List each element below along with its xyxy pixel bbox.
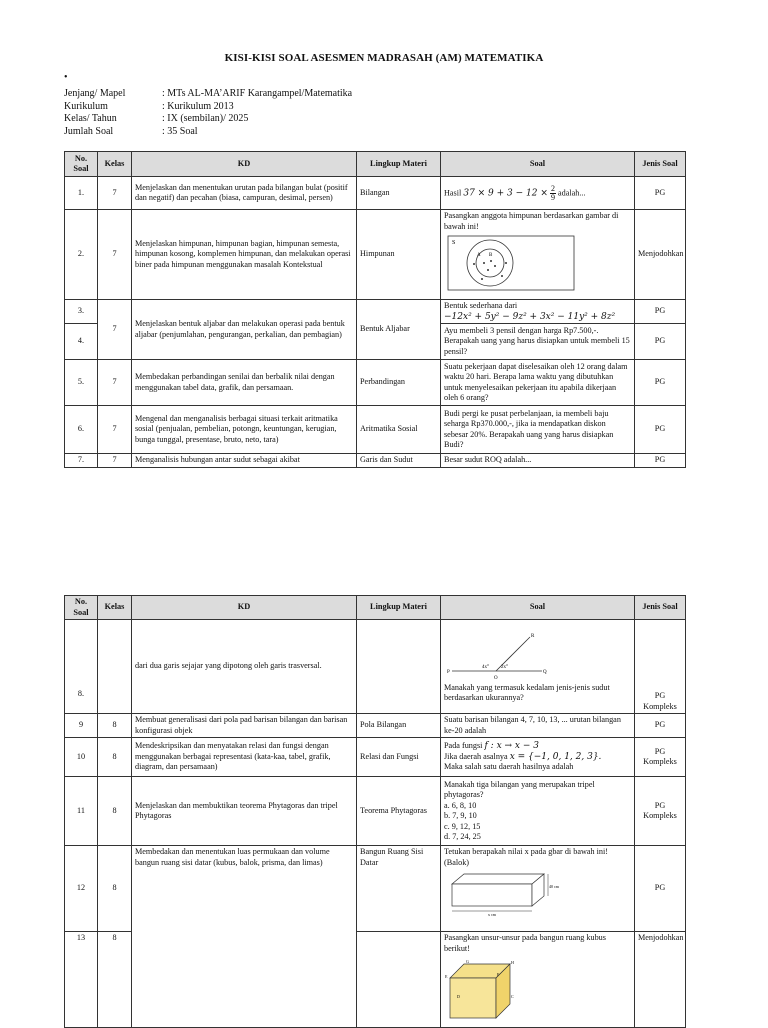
header-no: No. Soal	[65, 596, 98, 620]
svg-text:C: C	[511, 994, 514, 999]
venn-diagram-image	[444, 234, 576, 292]
header-no: No. Soal	[65, 152, 98, 177]
svg-text:A: A	[477, 253, 481, 258]
header-kelas: Kelas	[98, 152, 132, 177]
svg-text:F: F	[497, 972, 500, 977]
table-row: 1. 7 Menjelaskan dan menentukan urutan pada bilangan bulat (positif dan negatif) dan pecahan (biasa, campuran, desimal, persen) Bilangan Hasil 37 × 9 + 3 − 12 × $\frac{2}{9}$ adalah... PG	[65, 177, 686, 210]
table-row: 7. 7 Menganalisis hubungan antar sudut sebagai akibat Garis dan Sudut Besar sudut ROQ adalah... PG	[65, 454, 686, 468]
bullet-mark: •	[64, 72, 68, 83]
balok-image	[444, 868, 559, 918]
meta-row-jenjang: Jenjang/ Mapel : MTs AL-MA’ARIF Karangampel/Matematika	[64, 88, 353, 99]
angle-diagram-image	[444, 629, 548, 682]
table-row: 12 8 Membedakan dan menentukan luas permukaan dan volume bangun ruang sisi datar (kubus, balok, prisma, dan limas) Bangun Ruang Sisi Datar Tetukan berapakah nilai x pada gbar di bawah ini! (Balok) x cm 40 cm PG	[65, 846, 686, 932]
header-lingkup: Lingkup Materi	[357, 152, 441, 177]
table-row: 10 8 Mendeskripsikan dan menyatakan relasi dan fungsi dengan menggunakan berbagai representasi (kata-kaa, tabel, grafik, diagram, dan persamaan) Relasi dan Fungsi Pada fungsi f : x → x − 3 Jika daerah asalnya x = {−1, 0, 1, 2, 3}. Maka salah satu daerah hasilnya adalah PG Kompleks	[65, 738, 686, 777]
header-lingkup: Lingkup Materi	[357, 596, 441, 620]
meta-row-kurikulum: Kurikulum : Kurikulum 2013	[64, 100, 234, 112]
table-row: 11 8 Menjelaskan dan membuktikan teorema Phytagoras dan tripel Phytagoras Teorema Phytagoras Manakah tiga bilangan yang merupakan tripel phytagoras? a. 6, 8, 10 b. 7, 9, 10 c. 9, 12, 15 d. 7, 24, 25 PG Kompleks	[65, 777, 686, 846]
svg-text:D: D	[457, 994, 460, 999]
header-soal: Soal	[441, 596, 635, 620]
meta-row-kelas: Kelas/ Tahun : IX (sembilan)/ 2025	[64, 113, 249, 124]
kisi-table-1	[64, 151, 686, 468]
fraction: $\frac{2}{9}$	[550, 183, 555, 202]
header-kelas: Kelas	[98, 596, 132, 620]
table-row: 8. dari dua garis sejajar yang dipotong oleh garis trasversal. P Q O R 4x° 2x° Manakah yang termasuk kedalam jenis-jenis sudut berdasarkan ukurannya? PG Kompleks	[65, 620, 686, 714]
svg-text:G: G	[466, 959, 469, 964]
meta-row-jumlah: Jumlah Soal : 35 Soal	[64, 125, 198, 137]
table-row: 5. 7 Membedakan perbandingan senilai dan berbalik nilai dengan menggunakan tabel data, grafik, dan persamaan. Perbandingan Suatu pekerjaan dapat diselesaikan oleh 12 orang dalam waktu 20 hari. Berapa lama waktu yang dibutuhkan untuk menyelesaikan pekerjaan itu apabila dikerjaan oleh 6 orang? PG	[65, 360, 686, 406]
table-row: 6. 7 Mengenal dan menganalisis berbagai situasi terkait aritmatika sosial (penjualan, pembelian, potongn, keuntungan, kerugian, bunga tunggal, presentase, bruto, neto, tara) Aritmatika Sosial Budi pergi ke pusat perbelanjaan, ia membeli baju seharga Rp370.000,-, jika ia mendapatkan diskon sebesar 20%. Berapakah uang yang harus disiapkan Budi? PG	[65, 406, 686, 454]
svg-text:P: P	[447, 670, 450, 676]
kisi-table-2	[64, 595, 686, 1028]
table-row: 2. 7 Menjelaskan himpunan, himpunan bagian, himpunan semesta, himpunan kosong, komplemen himpunan, dan melakukan operasi biner pada himpunan menggunakan masalah Kontekstual Himpunan Pasangkan anggota himpunan berdasarkan gambar di bawah ini! S A B Menjodohkan	[65, 210, 686, 300]
table-row: 13 8 Pasangkan unsur-unsur pada bangun ruang kubus berikut! E H F G D C Menjodohkan	[65, 932, 686, 1028]
header-soal: Soal	[441, 152, 635, 177]
svg-text:Q: Q	[543, 670, 547, 676]
svg-text:2x°: 2x°	[501, 665, 508, 671]
header-jenis: Jenis Soal	[635, 152, 686, 177]
header-kd: KD	[132, 596, 357, 620]
svg-text:O: O	[494, 676, 498, 682]
table-row: 9 8 Membuat generalisasi dari pola pad barisan bilangan dan barisan konfigurasi objek Pola Bilangan Suatu barisan bilangan 4, 7, 10, 13, ... urutan bilangan ke-20 adalah PG	[65, 714, 686, 738]
header-jenis: Jenis Soal	[635, 596, 686, 620]
table-row: 3. 7 Menjelaskan bentuk aljabar dan melakukan operasi pada bentuk aljabar (penjumlahan, pengurangan, perkalian, dan pembagian) Bentuk Aljabar Bentuk sederhana dari −12x² + 5y² − 9z² + 3x² − 11y² + 8z² PG	[65, 300, 686, 324]
svg-text:R: R	[531, 634, 535, 640]
svg-text:4x°: 4x°	[482, 665, 489, 671]
document-meta	[64, 88, 352, 138]
document-title: KISI-KISI SOAL ASESMEN MADRASAH (AM) MATEMATIKA	[224, 52, 544, 64]
table-row: 4. Ayu membeli 3 pensil dengan harga Rp7.500,-. Berapakah uang yang harus disiapkan untuk membeli 15 pensil? PG	[65, 324, 686, 360]
svg-text:B: B	[489, 253, 493, 258]
svg-text:S: S	[452, 240, 456, 246]
svg-text:H: H	[511, 960, 514, 965]
svg-text:40 cm: 40 cm	[549, 884, 559, 889]
header-kd: KD	[132, 152, 357, 177]
svg-text:E: E	[445, 974, 448, 979]
cube-image	[444, 954, 524, 1018]
svg-text:x cm: x cm	[488, 912, 496, 917]
